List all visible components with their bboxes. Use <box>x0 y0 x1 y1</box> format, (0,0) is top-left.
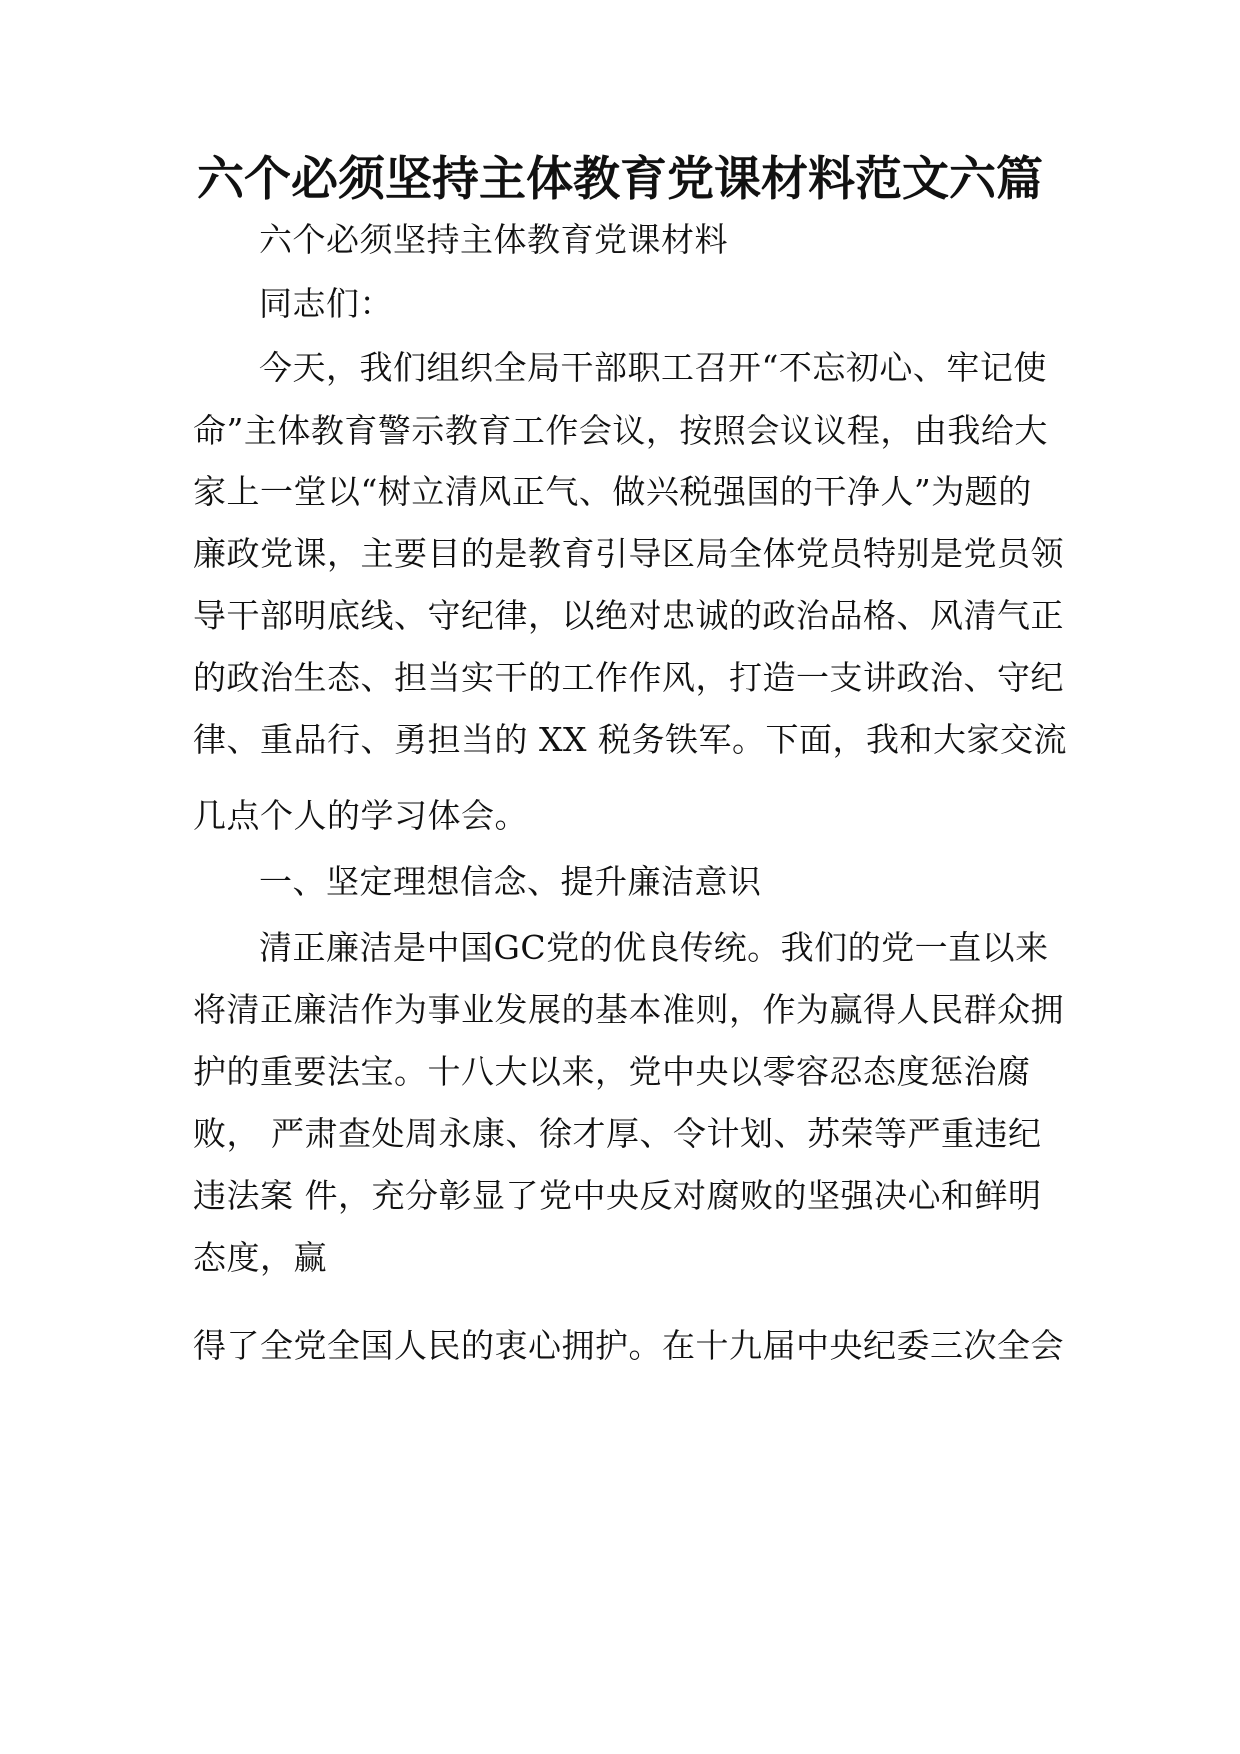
body-line: 态度，赢 <box>193 1238 327 1277</box>
body-line: 导干部明底线、守纪律，以绝对忠诚的政治品格、风清气正 <box>193 596 1064 635</box>
document-title: 六个必须坚持主体教育党课材料范文六篇 <box>197 152 1043 207</box>
body-line: 败， 严肃查处周永康、徐才厚、令计划、苏荣等严重违纪 <box>193 1114 1042 1153</box>
section-heading: 一、坚定理想信念、提升廉洁意识 <box>259 862 762 901</box>
body-line: 得了全党全国人民的衷心拥护。在十九届中央纪委三次全会 <box>193 1326 1064 1365</box>
subtitle-line: 六个必须坚持主体教育党课材料 <box>259 220 728 259</box>
body-line: 的政治生态、担当实干的工作作风，打造一支讲政治、守纪 <box>193 658 1064 697</box>
body-line: 廉政党课，主要目的是教育引导区局全体党员特别是党员领 <box>193 534 1064 573</box>
body-line: 几点个人的学习体会。 <box>193 796 528 835</box>
body-line: 命”主体教育警示教育工作会议，按照会议议程，由我给大 <box>193 411 1048 450</box>
body-line: 律、重品行、勇担当的 XX 税务铁军。下面，我和大家交流 <box>193 720 1067 759</box>
body-line: 将清正廉洁作为事业发展的基本准则，作为赢得人民群众拥 <box>193 990 1064 1029</box>
body-line: 清正廉洁是中国GC党的优良传统。我们的党一直以来 <box>259 928 1049 967</box>
body-line: 违法案 件，充分彰显了党中央反对腐败的坚强决心和鲜明 <box>193 1176 1042 1215</box>
salutation-line: 同志们： <box>259 284 393 323</box>
body-line: 家上一堂以“树立清风正气、做兴税强国的干净人”为题的 <box>193 472 1032 511</box>
body-line: 护的重要法宝。十八大以来，党中央以零容忍态度惩治腐 <box>193 1052 1031 1091</box>
body-line: 今天，我们组织全局干部职工召开“不忘初心、牢记使 <box>259 348 1047 387</box>
